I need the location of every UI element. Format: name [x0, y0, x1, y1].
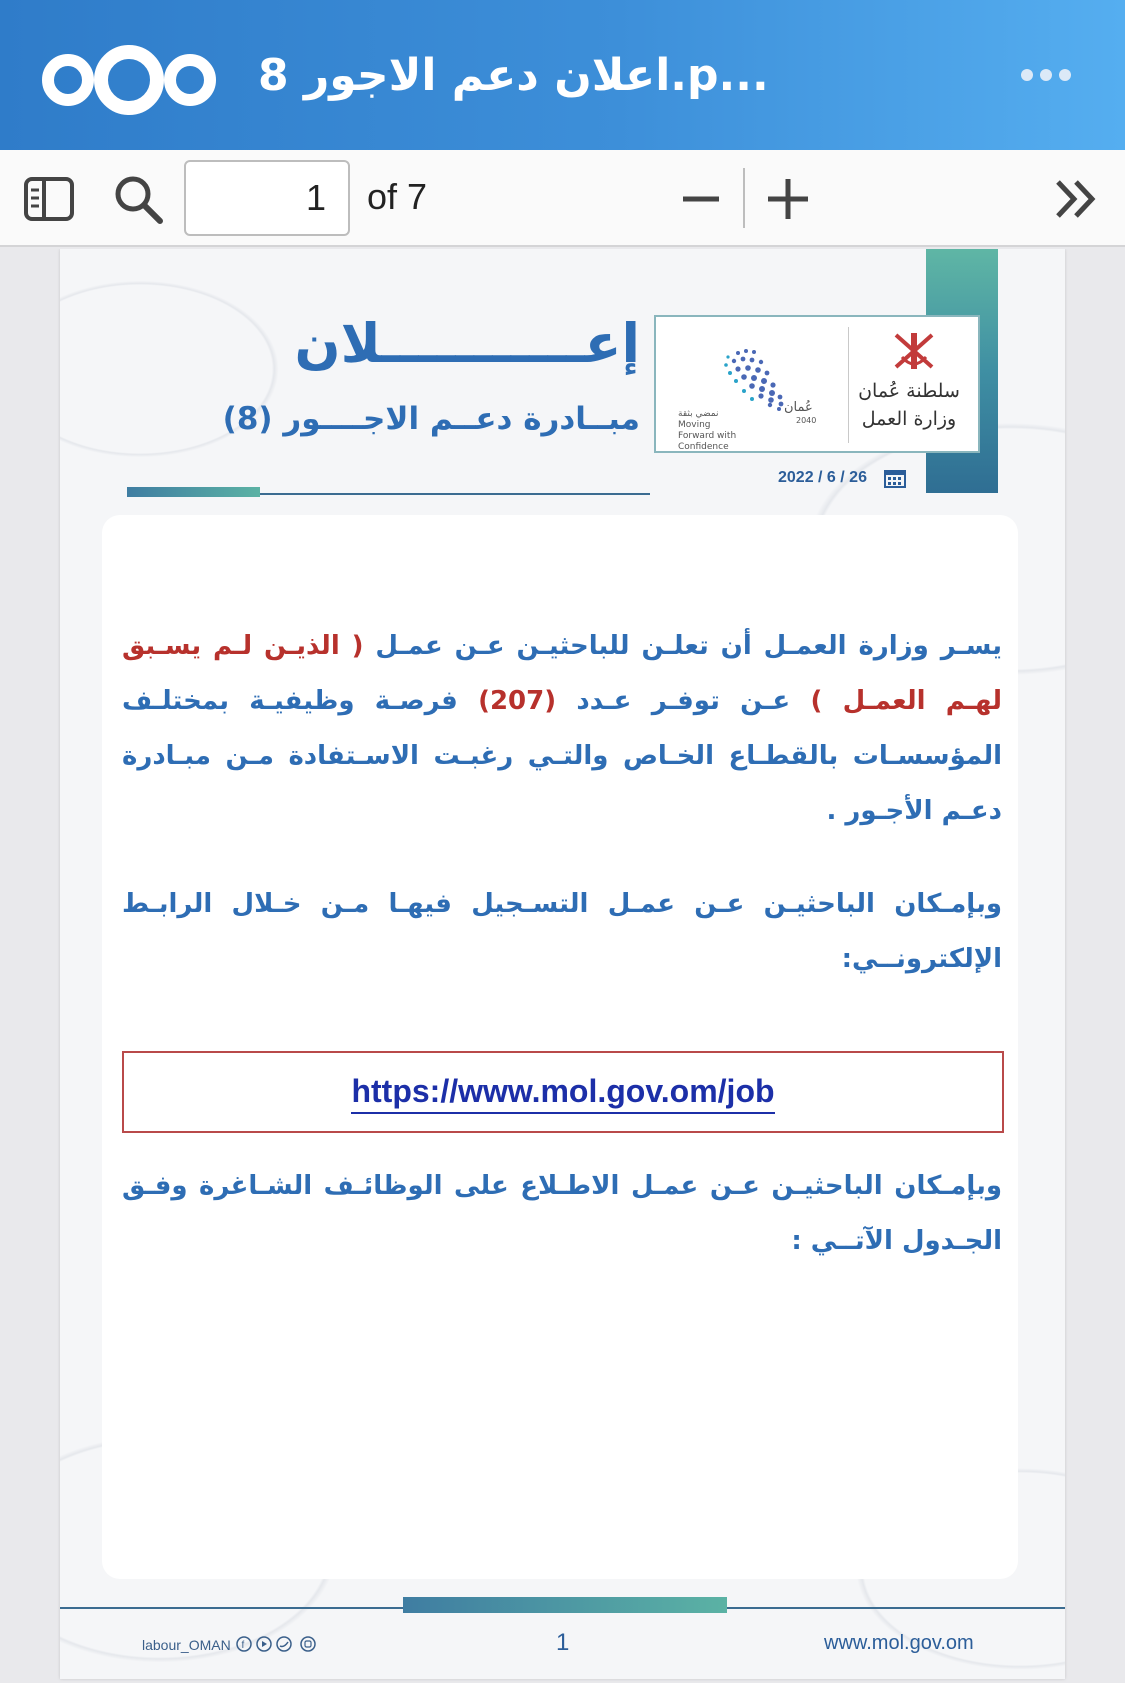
footer-website: www.mol.gov.om: [824, 1632, 974, 1654]
sidebar-toggle-icon[interactable]: [22, 172, 78, 226]
oman-emblem-icon: [890, 327, 938, 375]
instagram-icon: [300, 1636, 316, 1652]
para1-text-2: عـن توفـر عـدد: [556, 686, 811, 716]
announcement-paragraph-2: وبإمـكان الباحثيـن عـن عمـل التسـجيل فيهـا مـن خـلال الرابـط الإلكترونــي:: [122, 889, 1002, 974]
ministry-logo-box: [654, 315, 980, 453]
announcement-paragraph-3: وبإمـكان الباحثيـن عـن عمـل الاطـلاع على الوظائـف الشـاغرة وفـق الجـدول الآتــي :: [122, 1171, 1002, 1256]
para1-highlight-1: ( الذيـن لـم يسـبق لهـم العمـل ): [122, 631, 1002, 716]
zoom-out-icon[interactable]: [673, 172, 729, 226]
document-title: اعلان دعم الاجور 8.p...: [258, 50, 769, 101]
announcement-subtitle: مبــادرة دعــم الاجــــور (8): [222, 401, 640, 437]
zoom-in-icon[interactable]: [760, 172, 816, 226]
app-bar: [0, 0, 1125, 150]
toolbar-divider: [743, 168, 745, 228]
svg-text:f: f: [241, 1640, 245, 1651]
footer-divider-accent: [403, 1597, 727, 1613]
footer-social-handle: labour_OMAN: [142, 1637, 231, 1653]
registration-link-box[interactable]: [122, 1051, 1004, 1133]
youtube-icon: [256, 1636, 272, 1652]
double-chevron-right-icon[interactable]: [1050, 172, 1106, 226]
svg-text:2040: 2040: [796, 416, 817, 425]
footer-page-number: 1: [556, 1629, 570, 1656]
page-number-input[interactable]: [184, 160, 350, 236]
announcement-paragraph-1: [122, 619, 1002, 839]
ministry-name: [854, 377, 964, 433]
page-count-label: of 7: [367, 176, 428, 217]
logo-separator: [848, 327, 849, 443]
calendar-icon: [884, 468, 906, 488]
pdf-page: [60, 249, 1065, 1679]
content-card: [102, 515, 1018, 1579]
vision-tagline: نمضي بثقة Moving Forward with Confidence: [678, 409, 737, 452]
facebook-icon: [236, 1636, 252, 1652]
pdf-toolbar: [0, 150, 1125, 247]
twitter-icon: [276, 1636, 292, 1652]
para1-highlight-count: (207): [478, 686, 557, 716]
header-divider-accent: [127, 487, 260, 497]
announcement-title: إعـــــــــــلان: [294, 312, 640, 375]
para1-text-1: يسـر وزارة العمـل أن تعلـن للباحثيـن عـن عمـل: [363, 631, 1002, 661]
ministry-name-line1: سلطنة عُمان: [858, 380, 960, 402]
registration-link[interactable]: https://www.mol.gov.om/job: [351, 1073, 774, 1114]
nextcloud-logo-icon[interactable]: [38, 44, 220, 116]
more-options-icon[interactable]: [1019, 60, 1073, 90]
search-icon[interactable]: [110, 172, 166, 226]
document-date: 2022 / 6 / 26: [778, 469, 867, 486]
ministry-name-line2: وزارة العمل: [861, 408, 957, 430]
svg-text:عُمان: عُمان: [784, 400, 813, 415]
para1-text-3: فرصـة وظيفيـة بمختلـف المؤسسـات بالقطـاع الخـاص والتـي رغبـت الاسـتفادة مـن مبـادرة دعـم الأجـور .: [122, 686, 1002, 826]
pdf-viewer[interactable]: [0, 249, 1125, 1683]
